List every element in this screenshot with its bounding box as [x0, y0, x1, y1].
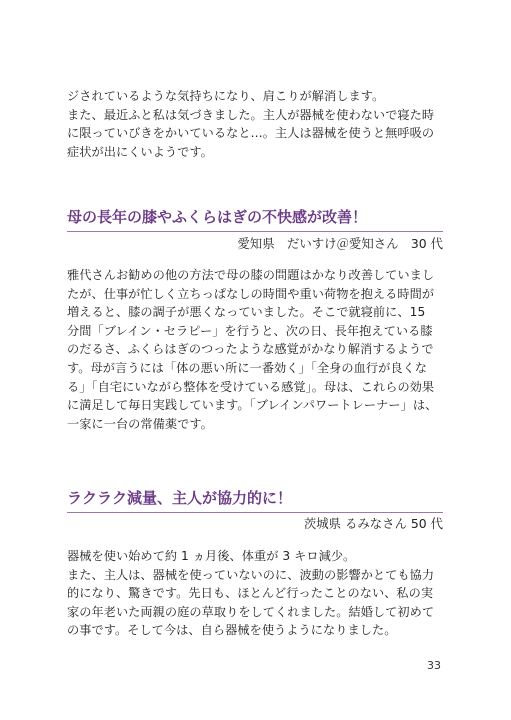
- attribution-aichi: 愛知県 だいすけ＠愛知さん 30 代: [237, 236, 443, 251]
- attribution-ibaraki: 茨城県 るみなさん 50 代: [303, 516, 443, 531]
- intro-paragraph: ジされているような気持ちになり、肩こりが解消します。 また、最近ふと私は気づきました。主人が器械を使わないで寝た時 に限っていびきをかいているなと…。主人は器械を使うと無呼吸の 症状が出にくいようです。: [67, 89, 435, 159]
- section-heading-weight-loss: ラクラク減量、主人が協力的に！: [67, 487, 443, 513]
- page-number: 33: [427, 659, 441, 672]
- section-body-weight-loss: 器械を使い始めて約 1 ヵ月後、体重が 3 キロ減少。 また、主人は、器械を使っていないのに、波動の影響かとても協力 的になり、驚きです。先日も、ほとんど行ったことのない、私の実 家の年老いた両親の庭の草取りをしてくれました。結婚して初めて の事です。そして今は、自ら器械を使うようになりました。: [67, 549, 435, 638]
- section-body-knee: 雅代さんお勧めの他の方法で母の膝の問題はかなり改善していまし たが、仕事が忙しく立ちっぱなしの時間や重い荷物を抱える時間が 増えると、膝の調子が悪くなっていました。そこで就寝前に、15 分間「ブレイン・セラピー」を行うと、次の日、長年抱えている膝 のだるさ、ふくらはぎのつったような感覚がかなり解消するようで す。母が言うには「体の悪い所に一番効く」「全身の血行が良くな る」「自宅にいながら整体を受けている感覚」。母は、これらの効果 に満足して毎日実践しています。「ブレインパワートレーナー」は、 一家に一台の常備薬です。: [67, 268, 438, 431]
- section-heading-knee: 母の長年の膝やふくらはぎの不快感が改善！: [67, 206, 443, 232]
